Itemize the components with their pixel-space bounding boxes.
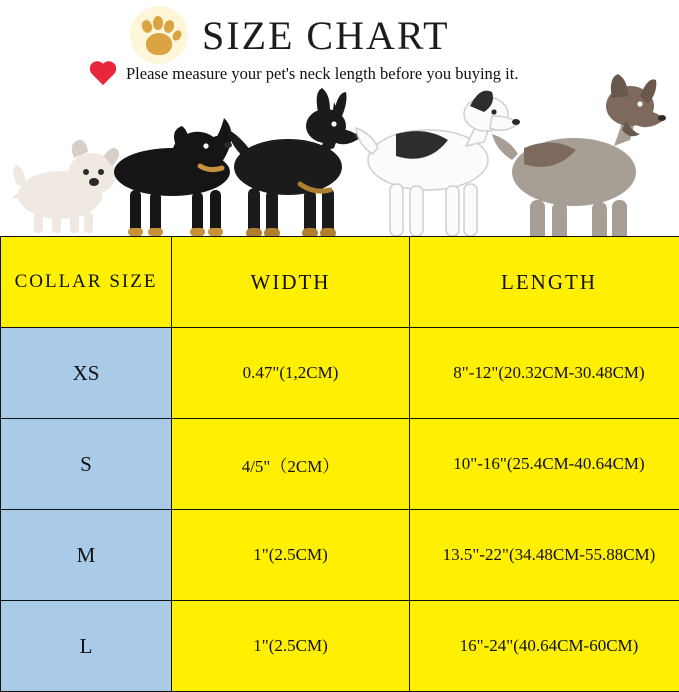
- dog-small-white: [12, 140, 119, 233]
- table-header-row: [1, 237, 679, 328]
- cell-size-l: L: [1, 601, 172, 692]
- cell-length-l: 16"-24"(40.64CM-60CM): [410, 601, 679, 692]
- page-title: SIZE CHART: [202, 12, 450, 59]
- cell-length-xs: 8"-12"(20.32CM-30.48CM): [410, 328, 679, 419]
- title-row: [130, 6, 450, 64]
- table-row: [1, 328, 679, 419]
- cell-size-s: S: [1, 419, 172, 510]
- dog-doberman: [226, 88, 362, 236]
- cell-length-m: 13.5"-22"(34.48CM-55.88CM): [410, 510, 679, 601]
- column-header-collar-size: COLLAR SIZE: [1, 237, 172, 328]
- table-row: [1, 510, 679, 601]
- dog-wirehaired: [492, 74, 666, 236]
- table-row: [1, 419, 679, 510]
- dog-dachshund: [114, 118, 232, 236]
- dog-illustrations: [0, 62, 679, 236]
- paw-icon: [130, 6, 188, 64]
- cell-width-l: 1"(2.5CM): [172, 601, 410, 692]
- table-row: [1, 601, 679, 692]
- cell-width-xs: 0.47"(1,2CM): [172, 328, 410, 419]
- cell-length-s: 10"-16"(25.4CM-40.64CM): [410, 419, 679, 510]
- cell-size-xs: XS: [1, 328, 172, 419]
- column-header-width: WIDTH: [172, 237, 410, 328]
- cell-size-m: M: [1, 510, 172, 601]
- column-header-length: LENGTH: [410, 237, 679, 328]
- cell-width-s: 4/5"（2CM）: [172, 419, 410, 510]
- subtitle-text: Please measure your pet's neck length before you buying it.: [126, 64, 518, 84]
- header: [0, 0, 679, 236]
- dog-spotted-hound: [356, 91, 520, 236]
- size-chart-table: [0, 236, 679, 692]
- cell-width-m: 1"(2.5CM): [172, 510, 410, 601]
